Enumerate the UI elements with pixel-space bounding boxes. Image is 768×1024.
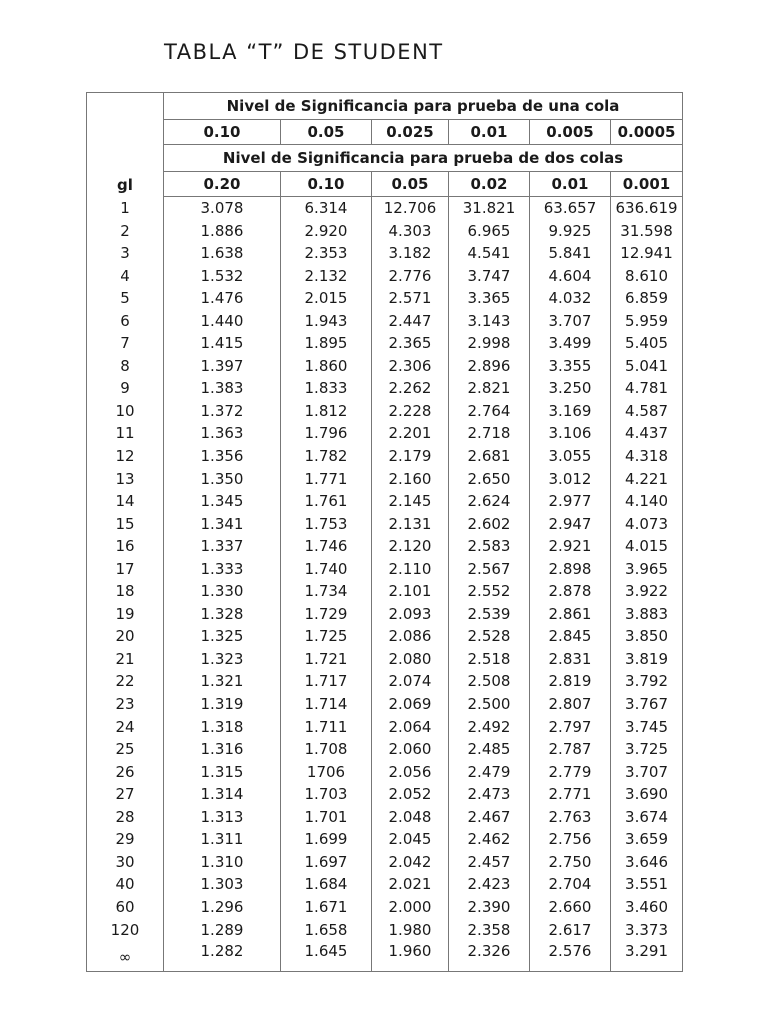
table-row <box>87 648 683 671</box>
value-cell: 2.015 <box>281 287 372 310</box>
value-cell: 31.821 <box>449 197 530 220</box>
two-tail-alpha: 0.001 <box>611 172 683 197</box>
value-cell: 1.782 <box>281 445 372 468</box>
two-tail-header: Nivel de Significancia para prueba de dos colas <box>164 145 683 172</box>
value-cell: 2.681 <box>449 445 530 468</box>
table-row <box>87 828 683 851</box>
value-cell: 1.771 <box>281 468 372 491</box>
two-tail-alpha-row <box>87 172 683 197</box>
value-cell: 5.405 <box>611 332 683 355</box>
value-cell: 3.250 <box>530 377 611 400</box>
gl-cell: 25 <box>87 738 164 761</box>
value-cell: 2.492 <box>449 716 530 739</box>
value-cell: 4.604 <box>530 265 611 288</box>
table-row <box>87 242 683 265</box>
value-cell: 1.753 <box>281 513 372 536</box>
value-cell: 1.684 <box>281 873 372 896</box>
one-tail-alpha: 0.01 <box>449 120 530 145</box>
value-cell: 1.325 <box>164 625 281 648</box>
value-cell: 1.721 <box>281 648 372 671</box>
one-tail-alpha: 0.025 <box>372 120 449 145</box>
value-cell: 1.319 <box>164 693 281 716</box>
two-tail-alpha: 0.10 <box>281 172 372 197</box>
gl-cell: 14 <box>87 490 164 513</box>
value-cell: 2.977 <box>530 490 611 513</box>
gl-cell: ∞ <box>118 948 132 967</box>
one-tail-alpha: 0.10 <box>164 120 281 145</box>
value-cell: 2.052 <box>372 783 449 806</box>
value-cell: 2.756 <box>530 828 611 851</box>
value-cell: 2.764 <box>449 400 530 423</box>
value-cell: 3.373 <box>611 919 683 942</box>
value-cell: 1.645 <box>281 941 372 972</box>
value-cell: 2.797 <box>530 716 611 739</box>
value-cell: 2.042 <box>372 851 449 874</box>
table-row <box>87 220 683 243</box>
value-cell: 2.624 <box>449 490 530 513</box>
value-cell: 1.282 <box>164 941 281 972</box>
value-cell: 1.333 <box>164 558 281 581</box>
value-cell: 1.440 <box>164 310 281 333</box>
value-cell: 2.462 <box>449 828 530 851</box>
table-row <box>87 558 683 581</box>
value-cell: 6.965 <box>449 220 530 243</box>
table-row <box>87 400 683 423</box>
value-cell: 1.960 <box>372 941 449 972</box>
value-cell: 2.898 <box>530 558 611 581</box>
table-row <box>87 265 683 288</box>
value-cell: 2.787 <box>530 738 611 761</box>
gl-cell: 28 <box>87 806 164 829</box>
value-cell: 2.086 <box>372 625 449 648</box>
table-row <box>87 490 683 513</box>
value-cell: 2.552 <box>449 580 530 603</box>
value-cell: 2.064 <box>372 716 449 739</box>
table-row <box>87 422 683 445</box>
value-cell: 1.703 <box>281 783 372 806</box>
value-cell: 2.921 <box>530 535 611 558</box>
value-cell: 1.697 <box>281 851 372 874</box>
value-cell: 2.131 <box>372 513 449 536</box>
value-cell: 3.819 <box>611 648 683 671</box>
table-row <box>87 535 683 558</box>
gl-cell: 120 <box>87 919 164 942</box>
table-row <box>87 693 683 716</box>
value-cell: 1.356 <box>164 445 281 468</box>
value-cell: 1.943 <box>281 310 372 333</box>
value-cell: 2.132 <box>281 265 372 288</box>
value-cell: 3.922 <box>611 580 683 603</box>
value-cell: 4.781 <box>611 377 683 400</box>
gl-cell: 26 <box>87 761 164 784</box>
value-cell: 2.763 <box>530 806 611 829</box>
value-cell: 12.706 <box>372 197 449 220</box>
value-cell: 3.792 <box>611 670 683 693</box>
value-cell: 1.725 <box>281 625 372 648</box>
value-cell: 1.313 <box>164 806 281 829</box>
value-cell: 3.767 <box>611 693 683 716</box>
value-cell: 2.567 <box>449 558 530 581</box>
value-cell: 1.289 <box>164 919 281 942</box>
value-cell: 2.771 <box>530 783 611 806</box>
value-cell: 2.650 <box>449 468 530 491</box>
gl-cell: 22 <box>87 670 164 693</box>
value-cell: 1.886 <box>164 220 281 243</box>
gl-cell: 15 <box>87 513 164 536</box>
value-cell: 2.358 <box>449 919 530 942</box>
value-cell: 1.701 <box>281 806 372 829</box>
value-cell: 2.704 <box>530 873 611 896</box>
gl-cell: 9 <box>87 377 164 400</box>
value-cell: 3.690 <box>611 783 683 806</box>
gl-cell-wrapper <box>87 941 164 972</box>
value-cell: 1.363 <box>164 422 281 445</box>
table-row <box>87 287 683 310</box>
value-cell: 2.000 <box>372 896 449 919</box>
value-cell: 4.032 <box>530 287 611 310</box>
value-cell: 3.499 <box>530 332 611 355</box>
value-cell: 5.041 <box>611 355 683 378</box>
value-cell: 1.350 <box>164 468 281 491</box>
table-row <box>87 738 683 761</box>
gl-cell: 13 <box>87 468 164 491</box>
page-title: TABLA “T” DE STUDENT <box>164 40 444 64</box>
value-cell: 2.021 <box>372 873 449 896</box>
value-cell: 2.056 <box>372 761 449 784</box>
table-row <box>87 377 683 400</box>
value-cell: 2.045 <box>372 828 449 851</box>
table-row <box>87 580 683 603</box>
gl-cell: 11 <box>87 422 164 445</box>
value-cell: 2.861 <box>530 603 611 626</box>
one-tail-alpha: 0.005 <box>530 120 611 145</box>
value-cell: 1.860 <box>281 355 372 378</box>
one-tail-header: Nivel de Significancia para prueba de una cola <box>164 93 683 120</box>
value-cell: 2.093 <box>372 603 449 626</box>
value-cell: 1.812 <box>281 400 372 423</box>
value-cell: 1.833 <box>281 377 372 400</box>
value-cell: 1.372 <box>164 400 281 423</box>
value-cell: 2.583 <box>449 535 530 558</box>
value-cell: 2.518 <box>449 648 530 671</box>
value-cell: 1.638 <box>164 242 281 265</box>
table-row <box>87 919 683 942</box>
value-cell: 2.160 <box>372 468 449 491</box>
table-row <box>87 873 683 896</box>
value-cell: 2.896 <box>449 355 530 378</box>
value-cell: 1.318 <box>164 716 281 739</box>
value-cell: 1.314 <box>164 783 281 806</box>
value-cell: 2.467 <box>449 806 530 829</box>
gl-cell: 16 <box>87 535 164 558</box>
value-cell: 2.101 <box>372 580 449 603</box>
value-cell: 2.473 <box>449 783 530 806</box>
table-row <box>87 310 683 333</box>
value-cell: 1.658 <box>281 919 372 942</box>
two-tail-alpha: 0.01 <box>530 172 611 197</box>
value-cell: 2.145 <box>372 490 449 513</box>
value-cell: 3.460 <box>611 896 683 919</box>
gl-cell: 7 <box>87 332 164 355</box>
value-cell: 1.711 <box>281 716 372 739</box>
value-cell: 2.660 <box>530 896 611 919</box>
one-tail-alpha: 0.0005 <box>611 120 683 145</box>
one-tail-alpha-row <box>87 120 683 145</box>
value-cell: 2.807 <box>530 693 611 716</box>
value-cell: 3.707 <box>611 761 683 784</box>
gl-cell: 3 <box>87 242 164 265</box>
value-cell: 2.201 <box>372 422 449 445</box>
value-cell: 2.576 <box>530 941 611 972</box>
gl-cell: 19 <box>87 603 164 626</box>
value-cell: 3.365 <box>449 287 530 310</box>
value-cell: 3.725 <box>611 738 683 761</box>
value-cell: 1.328 <box>164 603 281 626</box>
value-cell: 3.551 <box>611 873 683 896</box>
two-tail-alpha: 0.20 <box>164 172 281 197</box>
value-cell: 1.310 <box>164 851 281 874</box>
value-cell: 2.048 <box>372 806 449 829</box>
value-cell: 2.060 <box>372 738 449 761</box>
value-cell: 3.355 <box>530 355 611 378</box>
table-row <box>87 670 683 693</box>
value-cell: 3.747 <box>449 265 530 288</box>
gl-cell: 1 <box>87 197 164 220</box>
two-tail-alpha: 0.02 <box>449 172 530 197</box>
value-cell: 5.959 <box>611 310 683 333</box>
value-cell: 12.941 <box>611 242 683 265</box>
t-student-table <box>86 92 683 972</box>
value-cell: 2.326 <box>449 941 530 972</box>
value-cell: 3.646 <box>611 851 683 874</box>
value-cell: 6.314 <box>281 197 372 220</box>
value-cell: 1.321 <box>164 670 281 693</box>
table-row <box>87 851 683 874</box>
table-row <box>87 332 683 355</box>
value-cell: 2.528 <box>449 625 530 648</box>
value-cell: 2.920 <box>281 220 372 243</box>
value-cell: 63.657 <box>530 197 611 220</box>
gl-cell: 6 <box>87 310 164 333</box>
table-body <box>87 197 683 972</box>
gl-cell: 40 <box>87 873 164 896</box>
value-cell: 1.323 <box>164 648 281 671</box>
value-cell: 2.353 <box>281 242 372 265</box>
gl-cell: 10 <box>87 400 164 423</box>
value-cell: 1.303 <box>164 873 281 896</box>
value-cell: 2.080 <box>372 648 449 671</box>
value-cell: 3.182 <box>372 242 449 265</box>
value-cell: 1.337 <box>164 535 281 558</box>
value-cell: 1.746 <box>281 535 372 558</box>
value-cell: 2.821 <box>449 377 530 400</box>
table-row <box>87 806 683 829</box>
value-cell: 3.965 <box>611 558 683 581</box>
value-cell: 5.841 <box>530 242 611 265</box>
table-row <box>87 625 683 648</box>
value-cell: 3.012 <box>530 468 611 491</box>
gl-header: gl <box>87 93 164 197</box>
value-cell: 4.437 <box>611 422 683 445</box>
value-cell: 31.598 <box>611 220 683 243</box>
value-cell: 1.796 <box>281 422 372 445</box>
value-cell: 3.707 <box>530 310 611 333</box>
value-cell: 1.397 <box>164 355 281 378</box>
value-cell: 2.390 <box>449 896 530 919</box>
table-row <box>87 355 683 378</box>
table-row <box>87 941 683 972</box>
value-cell: 1.980 <box>372 919 449 942</box>
gl-cell: 60 <box>87 896 164 919</box>
value-cell: 3.674 <box>611 806 683 829</box>
value-cell: 4.303 <box>372 220 449 243</box>
gl-cell: 12 <box>87 445 164 468</box>
value-cell: 2.617 <box>530 919 611 942</box>
value-cell: 3.659 <box>611 828 683 851</box>
value-cell: 2.831 <box>530 648 611 671</box>
value-cell: 2.479 <box>449 761 530 784</box>
table-row <box>87 896 683 919</box>
value-cell: 2.423 <box>449 873 530 896</box>
value-cell: 2.500 <box>449 693 530 716</box>
gl-cell: 17 <box>87 558 164 581</box>
value-cell: 1706 <box>281 761 372 784</box>
value-cell: 1.671 <box>281 896 372 919</box>
value-cell: 1.383 <box>164 377 281 400</box>
gl-cell: 24 <box>87 716 164 739</box>
value-cell: 2.776 <box>372 265 449 288</box>
table-row <box>87 716 683 739</box>
value-cell: 1.699 <box>281 828 372 851</box>
value-cell: 1.729 <box>281 603 372 626</box>
one-tail-alpha: 0.05 <box>281 120 372 145</box>
two-tail-alpha: 0.05 <box>372 172 449 197</box>
value-cell: 2.457 <box>449 851 530 874</box>
table-row <box>87 468 683 491</box>
value-cell: 1.330 <box>164 580 281 603</box>
value-cell: 4.015 <box>611 535 683 558</box>
value-cell: 2.779 <box>530 761 611 784</box>
value-cell: 1.895 <box>281 332 372 355</box>
gl-cell: 8 <box>87 355 164 378</box>
value-cell: 1.345 <box>164 490 281 513</box>
value-cell: 1.316 <box>164 738 281 761</box>
value-cell: 2.998 <box>449 332 530 355</box>
gl-cell: 5 <box>87 287 164 310</box>
table-row <box>87 513 683 536</box>
value-cell: 2.539 <box>449 603 530 626</box>
value-cell: 3.291 <box>611 941 683 972</box>
value-cell: 1.734 <box>281 580 372 603</box>
value-cell: 3.078 <box>164 197 281 220</box>
value-cell: 2.179 <box>372 445 449 468</box>
value-cell: 3.055 <box>530 445 611 468</box>
value-cell: 2.074 <box>372 670 449 693</box>
value-cell: 2.819 <box>530 670 611 693</box>
table-row <box>87 783 683 806</box>
value-cell: 1.415 <box>164 332 281 355</box>
value-cell: 2.306 <box>372 355 449 378</box>
value-cell: 1.532 <box>164 265 281 288</box>
value-cell: 8.610 <box>611 265 683 288</box>
value-cell: 636.619 <box>611 197 683 220</box>
value-cell: 2.878 <box>530 580 611 603</box>
gl-cell: 27 <box>87 783 164 806</box>
gl-cell: 23 <box>87 693 164 716</box>
value-cell: 2.365 <box>372 332 449 355</box>
value-cell: 2.571 <box>372 287 449 310</box>
value-cell: 2.508 <box>449 670 530 693</box>
value-cell: 1.315 <box>164 761 281 784</box>
value-cell: 2.845 <box>530 625 611 648</box>
value-cell: 3.169 <box>530 400 611 423</box>
value-cell: 2.750 <box>530 851 611 874</box>
value-cell: 9.925 <box>530 220 611 243</box>
value-cell: 3.143 <box>449 310 530 333</box>
value-cell: 4.140 <box>611 490 683 513</box>
value-cell: 2.120 <box>372 535 449 558</box>
table-row <box>87 445 683 468</box>
value-cell: 2.602 <box>449 513 530 536</box>
value-cell: 1.714 <box>281 693 372 716</box>
gl-cell: 2 <box>87 220 164 243</box>
gl-cell: 20 <box>87 625 164 648</box>
value-cell: 2.485 <box>449 738 530 761</box>
gl-cell: 21 <box>87 648 164 671</box>
value-cell: 3.106 <box>530 422 611 445</box>
value-cell: 2.110 <box>372 558 449 581</box>
value-cell: 2.947 <box>530 513 611 536</box>
table-row <box>87 761 683 784</box>
value-cell: 6.859 <box>611 287 683 310</box>
value-cell: 4.318 <box>611 445 683 468</box>
value-cell: 1.740 <box>281 558 372 581</box>
value-cell: 1.311 <box>164 828 281 851</box>
value-cell: 1.708 <box>281 738 372 761</box>
table-row <box>87 197 683 220</box>
table-row <box>87 603 683 626</box>
value-cell: 2.447 <box>372 310 449 333</box>
value-cell: 3.745 <box>611 716 683 739</box>
value-cell: 3.883 <box>611 603 683 626</box>
value-cell: 2.069 <box>372 693 449 716</box>
value-cell: 1.476 <box>164 287 281 310</box>
gl-cell: 18 <box>87 580 164 603</box>
value-cell: 4.587 <box>611 400 683 423</box>
value-cell: 4.221 <box>611 468 683 491</box>
value-cell: 2.262 <box>372 377 449 400</box>
value-cell: 3.850 <box>611 625 683 648</box>
value-cell: 4.073 <box>611 513 683 536</box>
value-cell: 2.228 <box>372 400 449 423</box>
value-cell: 1.717 <box>281 670 372 693</box>
value-cell: 1.341 <box>164 513 281 536</box>
value-cell: 1.296 <box>164 896 281 919</box>
value-cell: 4.541 <box>449 242 530 265</box>
value-cell: 1.761 <box>281 490 372 513</box>
gl-cell: 30 <box>87 851 164 874</box>
gl-cell: 29 <box>87 828 164 851</box>
gl-cell: 4 <box>87 265 164 288</box>
value-cell: 2.718 <box>449 422 530 445</box>
